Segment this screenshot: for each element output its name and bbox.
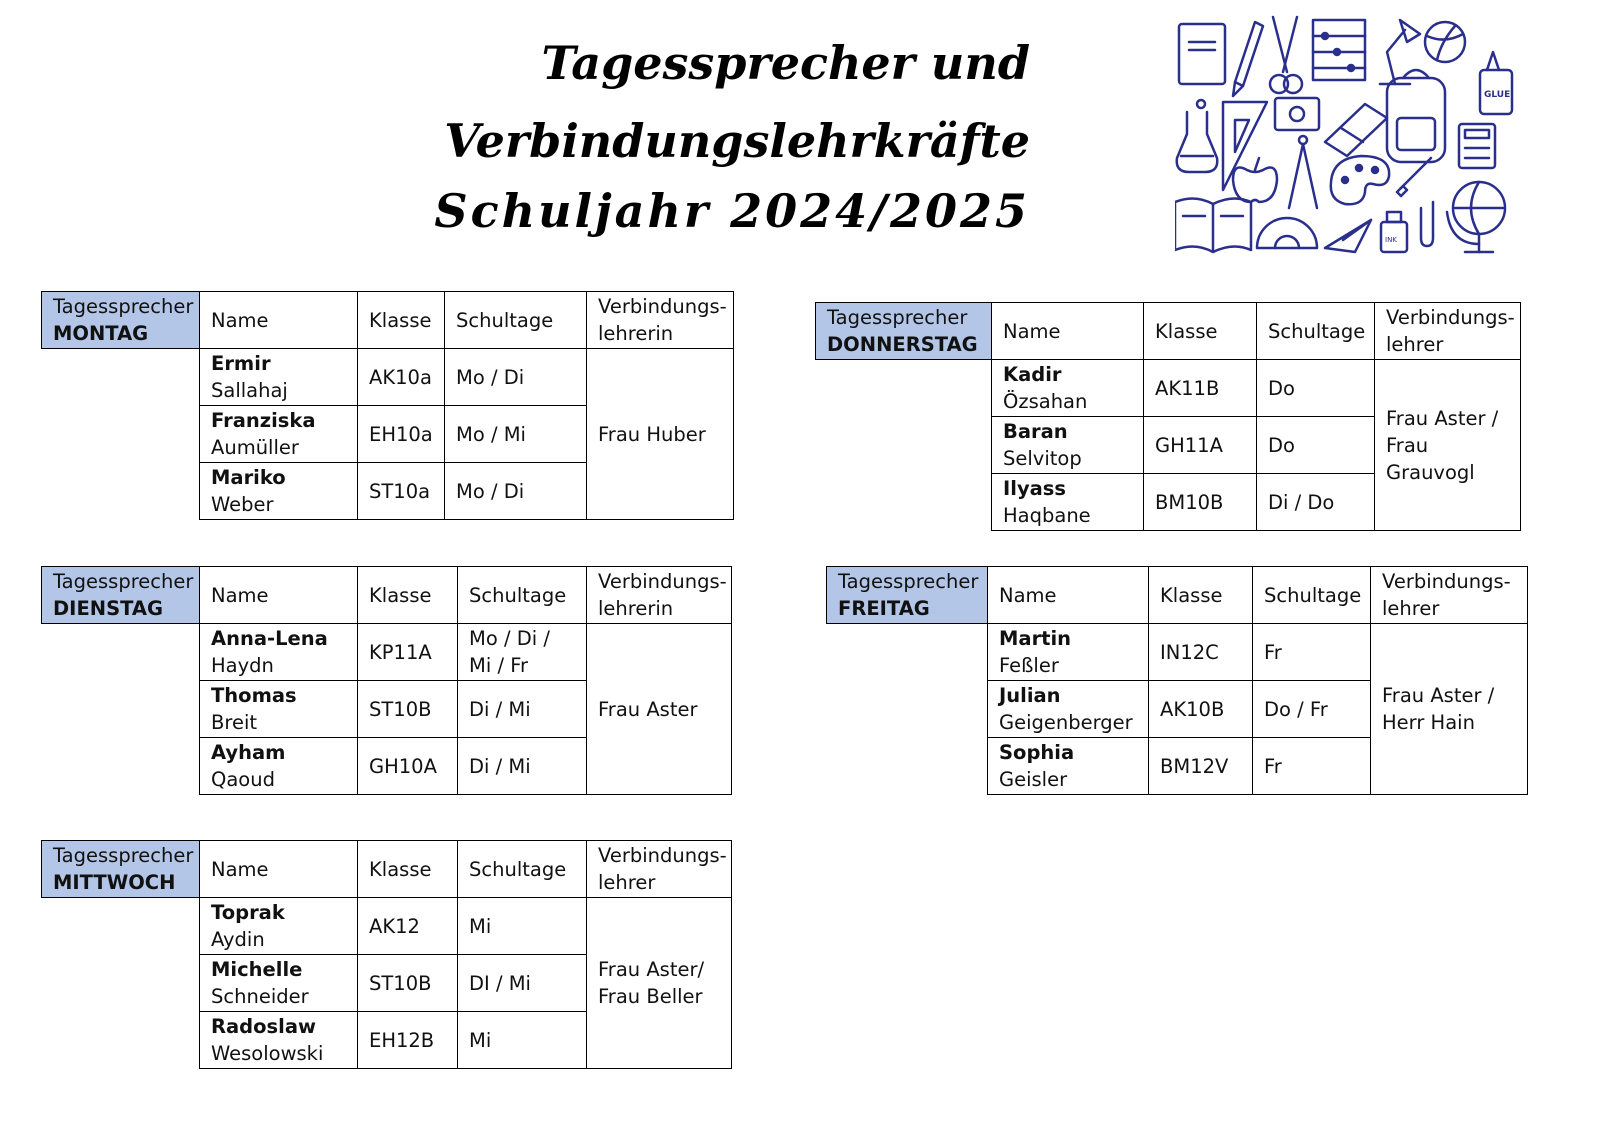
blank-cell <box>827 738 988 795</box>
header-verbindung: Verbindungs-lehrerin <box>587 292 734 349</box>
klasse-cell: IN12C <box>1149 624 1253 681</box>
teacher-cell: Frau Aster / Frau Grauvogl <box>1375 360 1521 531</box>
tag-label: Tagessprecher <box>53 295 194 318</box>
paint-palette-icon <box>1331 156 1389 204</box>
header-klasse: Klasse <box>358 292 445 349</box>
protractor-icon <box>1257 218 1317 248</box>
title-line-1: Tagessprecher und <box>541 36 1030 90</box>
table-montag <box>41 291 734 520</box>
table-mittwoch <box>41 840 732 1069</box>
blank-cell <box>42 955 200 1012</box>
teacher-cell: Frau Aster/ Frau Beller <box>587 898 732 1069</box>
header-name: Name <box>200 567 358 624</box>
header-verbindung: Verbindungs-lehrer <box>1375 303 1521 360</box>
header-schultage: Schultage <box>458 567 587 624</box>
abacus-icon <box>1313 20 1365 80</box>
schultage-cell: Di / Mi <box>458 681 587 738</box>
schultage-cell: Mo / Di <box>445 349 587 406</box>
day-tag-cell <box>827 567 988 624</box>
last-name: Aydin <box>211 928 265 951</box>
blank-cell <box>42 463 200 520</box>
schultage-cell: Di / Mi <box>458 738 587 795</box>
header-schultage: Schultage <box>445 292 587 349</box>
schultage-cell: Do <box>1257 417 1375 474</box>
notebook-icon <box>1179 24 1225 84</box>
header-klasse: Klasse <box>1144 303 1257 360</box>
last-name: Özsahan <box>1003 390 1088 413</box>
name-cell <box>992 360 1144 417</box>
header-name: Name <box>200 292 358 349</box>
klasse-cell: ST10B <box>358 955 458 1012</box>
table-freitag <box>826 566 1528 795</box>
teacher-cell: Frau Huber <box>587 349 734 520</box>
calculator-icon <box>1459 124 1495 168</box>
table-row <box>42 624 732 681</box>
table-row <box>827 624 1528 681</box>
first-name: Martin <box>999 627 1072 650</box>
header-name: Name <box>992 303 1144 360</box>
sharpener-icon <box>1275 98 1319 130</box>
schultage-cell: Di / Do <box>1257 474 1375 531</box>
schultage-cell: Fr <box>1253 624 1371 681</box>
first-name: Sophia <box>999 741 1075 764</box>
klasse-cell: EH12B <box>358 1012 458 1069</box>
last-name: Sallahaj <box>211 379 288 402</box>
klasse-cell: AK10a <box>358 349 445 406</box>
header-row <box>42 292 734 349</box>
ink-bottle-icon <box>1381 212 1407 252</box>
klasse-cell: KP11A <box>358 624 458 681</box>
header-schultage: Schultage <box>1257 303 1375 360</box>
header-name: Name <box>988 567 1149 624</box>
schultage-cell: Mo / Di <box>445 463 587 520</box>
day-tag-cell <box>42 841 200 898</box>
blank-cell <box>42 681 200 738</box>
set-square-icon <box>1223 102 1267 190</box>
klasse-cell: ST10B <box>358 681 458 738</box>
ink-label: INK <box>1385 236 1397 244</box>
header-row <box>827 567 1528 624</box>
tag-label: Tagessprecher <box>827 306 968 329</box>
day-tag-cell <box>42 567 200 624</box>
school-supplies-clipart <box>1175 12 1535 257</box>
header-schultage: Schultage <box>458 841 587 898</box>
eraser-icon <box>1325 104 1387 156</box>
name-cell <box>992 417 1144 474</box>
first-name: Franziska <box>211 409 316 432</box>
klasse-cell: ST10a <box>358 463 445 520</box>
last-name: Haydn <box>211 654 274 677</box>
last-name: Selvitop <box>1003 447 1082 470</box>
header-verbindung: Verbindungs-lehrerin <box>587 567 732 624</box>
header-klasse: Klasse <box>1149 567 1253 624</box>
tag-label: Tagessprecher <box>53 844 194 867</box>
table-row <box>42 349 734 406</box>
blank-cell <box>816 360 992 417</box>
name-cell <box>200 681 358 738</box>
schultage-cell: Do / Fr <box>1253 681 1371 738</box>
blank-cell <box>42 624 200 681</box>
last-name: Qaoud <box>211 768 275 791</box>
title-line-2: Verbindungslehrkräfte <box>444 114 1030 168</box>
first-name: Ermir <box>211 352 271 375</box>
last-name: Haqbane <box>1003 504 1091 527</box>
name-cell <box>988 681 1149 738</box>
klasse-cell: AK12 <box>358 898 458 955</box>
schultage-cell: Do <box>1257 360 1375 417</box>
name-cell <box>988 624 1149 681</box>
first-name: Ayham <box>211 741 286 764</box>
klasse-cell: BM12V <box>1149 738 1253 795</box>
header-schultage: Schultage <box>1253 567 1371 624</box>
header-verbindung: Verbindungs-lehrer <box>587 841 732 898</box>
blank-cell <box>42 898 200 955</box>
tag-label: Tagessprecher <box>838 570 979 593</box>
header-klasse: Klasse <box>358 841 458 898</box>
klasse-cell: EH10a <box>358 406 445 463</box>
name-cell <box>992 474 1144 531</box>
blank-cell <box>816 474 992 531</box>
klasse-cell: GH11A <box>1144 417 1257 474</box>
day-label: MONTAG <box>53 322 149 345</box>
paper-plane-icon <box>1325 220 1371 252</box>
header-klasse: Klasse <box>358 567 458 624</box>
paintbrush-icon <box>1397 158 1431 196</box>
first-name: Ilyass <box>1003 477 1067 500</box>
name-cell <box>200 624 358 681</box>
day-label: DONNERSTAG <box>827 333 978 356</box>
day-label: FREITAG <box>838 597 930 620</box>
schultage-cell: Mo / Mi <box>445 406 587 463</box>
title-line-3: Schuljahr 2024/2025 <box>434 184 1030 238</box>
last-name: Weber <box>211 493 274 516</box>
header-row <box>816 303 1521 360</box>
header-name: Name <box>200 841 358 898</box>
teacher-cell: Frau Aster <box>587 624 732 795</box>
scissors-icon <box>1270 17 1302 93</box>
first-name: Radoslaw <box>211 1015 316 1038</box>
last-name: Geigenberger <box>999 711 1133 734</box>
glue-bottle-icon <box>1480 52 1512 114</box>
volleyball-icon <box>1425 22 1465 62</box>
open-book-icon <box>1175 198 1251 252</box>
compass-icon <box>1289 136 1317 208</box>
name-cell <box>200 955 358 1012</box>
first-name: Toprak <box>211 901 285 924</box>
flask-icon <box>1177 100 1218 172</box>
last-name: Schneider <box>211 985 309 1008</box>
header-verbindung: Verbindungs-lehrer <box>1371 567 1528 624</box>
schultage-cell: Mo / Di / Mi / Fr <box>458 624 587 681</box>
first-name: Baran <box>1003 420 1068 443</box>
globe-icon <box>1447 182 1505 252</box>
pencil-icon <box>1233 22 1263 96</box>
schultage-cell: Mi <box>458 898 587 955</box>
day-label: MITTWOCH <box>53 871 176 894</box>
name-cell <box>200 463 358 520</box>
name-cell <box>200 898 358 955</box>
first-name: Michelle <box>211 958 303 981</box>
blank-cell <box>42 349 200 406</box>
header-row <box>42 841 732 898</box>
first-name: Anna-Lena <box>211 627 328 650</box>
blank-cell <box>42 738 200 795</box>
schultage-cell: Mi <box>458 1012 587 1069</box>
blank-cell <box>42 406 200 463</box>
tag-label: Tagessprecher <box>53 570 194 593</box>
glue-label: GLUE <box>1484 90 1511 100</box>
table-dienstag <box>41 566 732 795</box>
klasse-cell: GH10A <box>358 738 458 795</box>
table-row <box>42 898 732 955</box>
last-name: Geisler <box>999 768 1068 791</box>
teacher-cell: Frau Aster / Herr Hain <box>1371 624 1528 795</box>
first-name: Mariko <box>211 466 286 489</box>
blank-cell <box>827 624 988 681</box>
last-name: Aumüller <box>211 436 299 459</box>
header-row <box>42 567 732 624</box>
apple-icon <box>1233 158 1277 202</box>
name-cell <box>200 1012 358 1069</box>
name-cell <box>200 406 358 463</box>
blank-cell <box>816 417 992 474</box>
table-row <box>816 360 1521 417</box>
day-label: DIENSTAG <box>53 597 164 620</box>
first-name: Kadir <box>1003 363 1062 386</box>
day-tag-cell <box>816 303 992 360</box>
blank-cell <box>42 1012 200 1069</box>
name-cell <box>988 738 1149 795</box>
last-name: Wesolowski <box>211 1042 324 1065</box>
name-cell <box>200 349 358 406</box>
klasse-cell: BM10B <box>1144 474 1257 531</box>
klasse-cell: AK11B <box>1144 360 1257 417</box>
last-name: Feßler <box>999 654 1059 677</box>
first-name: Julian <box>999 684 1061 707</box>
schultage-cell: DI / Mi <box>458 955 587 1012</box>
klasse-cell: AK10B <box>1149 681 1253 738</box>
last-name: Breit <box>211 711 258 734</box>
schultage-cell: Fr <box>1253 738 1371 795</box>
first-name: Thomas <box>211 684 297 707</box>
table-donnerstag <box>815 302 1521 531</box>
desk-lamp-icon <box>1380 20 1420 84</box>
paperclip-icon <box>1421 202 1433 246</box>
day-tag-cell <box>42 292 200 349</box>
blank-cell <box>827 681 988 738</box>
name-cell <box>200 738 358 795</box>
